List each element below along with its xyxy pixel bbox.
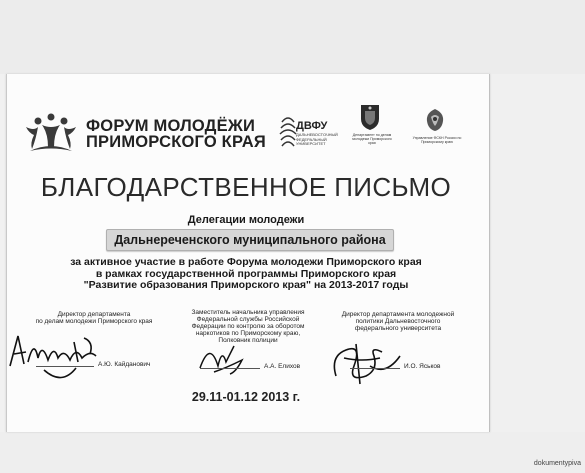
signatory-3-line [350, 368, 400, 369]
signatory-2-title-line: наркотиков по Приморскому краю, [195, 330, 301, 337]
signatory-2-title-line: Федеральной службы Российской [196, 316, 300, 323]
signatory-3-title-line: федерального университета [354, 325, 442, 332]
signatory-1-title-line: Директор департамента [57, 311, 131, 318]
crest-caption: Департамент по делам молодежи Приморского края [352, 133, 392, 145]
signatory-2-title-line: Полковник полиции [218, 337, 278, 344]
reason-text [0, 257, 492, 292]
signatory-3-title [328, 311, 468, 332]
signatory-2-title-line: Федерации по контролю за оборотом [191, 323, 305, 330]
signatory-1-name: А.Ю. Кайданович [98, 361, 151, 368]
certificate-title: БЛАГОДАРСТВЕННОЕ ПИСЬМО [40, 172, 452, 202]
signatory-1-signature [4, 328, 114, 388]
signatory-3-signature [326, 336, 406, 392]
signatory-1-title-line: по делам молодежи Приморского края [35, 318, 153, 325]
signatory-1-title [24, 311, 164, 325]
signatory-3-title-line: Директор департамента молодежной [341, 311, 455, 318]
primorye-crest-icon [359, 103, 381, 131]
reason-line: в рамках государственной программы Приморского края [95, 267, 397, 280]
forum-people-logo-icon [24, 113, 78, 155]
dvfu-name: ДВФУ [296, 120, 328, 132]
signatory-3-name: И.О. Яськов [404, 363, 441, 370]
reason-line: за активное участие в работе Форума молодежи Приморского края [70, 256, 422, 268]
signatory-2-signature [196, 338, 256, 378]
recipient-intro: Делегации молодежи [187, 214, 305, 226]
signatory-2-line [200, 368, 260, 369]
event-dates: 29.11-01.12 2013 г. [191, 390, 301, 404]
fskn-caption: Управление ФСКН России по Приморскому краю [412, 136, 462, 144]
forum-title [86, 118, 266, 150]
reason-line: "Развитие образования Приморского края" на 2013-2017 годы [83, 279, 409, 291]
scan-top-background [0, 0, 585, 74]
signatory-1-line [36, 366, 94, 367]
fskn-emblem-icon [422, 107, 448, 133]
signatory-2-title-line: Заместитель начальника управления [191, 309, 305, 316]
scan-right-background [489, 74, 585, 473]
signatory-2-name: А.А. Елихов [264, 363, 301, 370]
recipient-name: Дальнереченского муниципального района [106, 229, 394, 251]
forum-title-line2: ПРИМОРСКОГО КРАЯ [86, 133, 266, 151]
watermark-text: dokumentypiva [533, 460, 581, 467]
signatory-3-title-line: политики Дальневосточного [355, 318, 441, 325]
dvfu-subtitle: ДАЛЬНЕВОСТОЧНЫЙ ФЕДЕРАЛЬНЫЙ УНИВЕРСИТЕТ [296, 132, 338, 146]
scan-bottom-background [0, 432, 585, 473]
forum-title-line1: ФОРУМ МОЛОДЁЖИ [86, 117, 256, 135]
